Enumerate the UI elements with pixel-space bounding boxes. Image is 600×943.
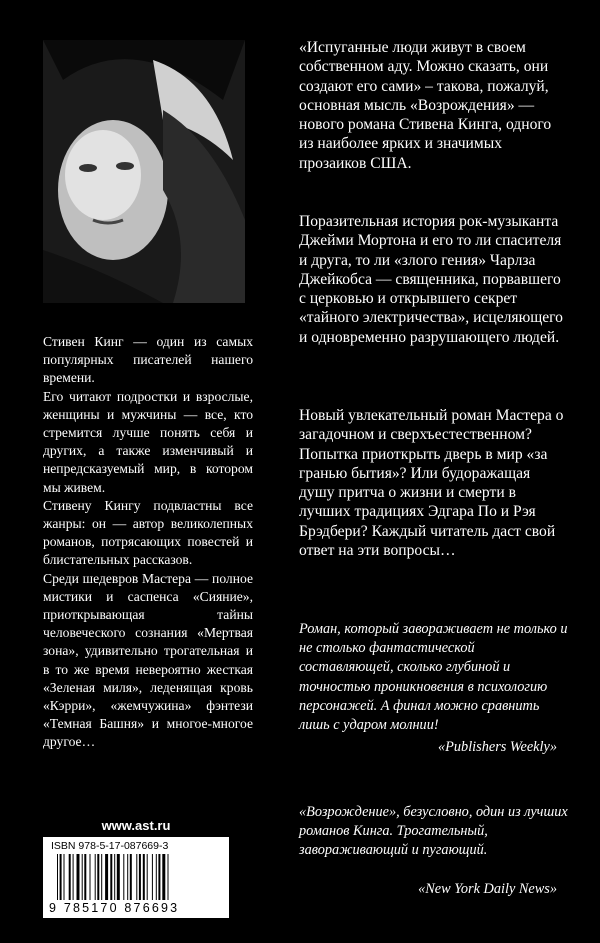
author-bio — [43, 333, 253, 752]
barcode-digits: 9 785170 876693 — [49, 901, 180, 915]
review-quote: «Возрождение», безусловно, один из лучших романов Кинга. Трогательный, завораживающий и пугающий. — [299, 804, 568, 859]
barcode-panel — [43, 815, 229, 918]
publisher-site: www.ast.ru — [43, 815, 229, 837]
bio-paragraph: Стивену Кингу подвластны все жанры: он — автор великолепных романов, потрясающих повестей и блистательных рассказов. — [43, 497, 253, 568]
barcode-bar — [60, 854, 62, 900]
barcode-bar — [117, 854, 120, 900]
barcode-bar — [158, 854, 160, 900]
barcode-bar — [130, 854, 132, 900]
description-paragraph: Поразительная история рок-музыканта Джейми Мортона и его то ли спасителя и друга, то ли «злого гения» Чарлза Джейкобса — священника, порвавшего с церковью и открывшего секрет «тайного электричества», исцеляющего и одновременно разрушающего людей. — [299, 213, 563, 346]
author-photo — [43, 40, 245, 303]
barcode-bar — [114, 854, 115, 900]
barcode-bar — [69, 854, 71, 900]
barcode-bar — [84, 854, 86, 900]
barcode-bar — [57, 854, 58, 900]
barcode-bar — [110, 854, 112, 900]
review-source: «New York Daily News» — [418, 881, 557, 897]
barcode-bar — [143, 854, 145, 900]
barcode-bar — [97, 854, 99, 900]
barcode-bar — [147, 854, 148, 900]
barcode-bar — [64, 854, 65, 900]
review-source: «Publishers Weekly» — [438, 739, 557, 755]
review-quote: Роман, который завораживает не только и не столько фантастической составляющей, сколько глубиной и точностью проникновения в психологию персонажей. А финал можно сравнить лишь с ударом молнии! — [299, 621, 568, 734]
bio-paragraph: Среди шедевров Мастера — полное мистики и саспенса «Сияние», приоткрывающая тайны человеческого сознания «Мертвая зона», удивительно трогательная и в то же время невероятно жесткая «Зеленая миля», леденящая кровь «Кэрри», «жемчужина» фэнтези «Темная Башня» и многое-многое другое… — [43, 570, 253, 750]
barcode-bar — [139, 854, 141, 900]
barcode-bar — [101, 854, 102, 900]
bio-paragraph: Стивен Кинг — один из самых популярных писателей нашего времени. — [43, 334, 253, 386]
barcode-bar — [156, 854, 157, 900]
isbn-number: ISBN 978-5-17-087669-3 — [51, 840, 169, 852]
barcode-bar — [90, 854, 91, 900]
barcode-bar — [168, 854, 169, 900]
barcode-bar — [82, 854, 83, 900]
author-portrait-image — [43, 40, 245, 303]
barcode-bars — [57, 854, 217, 900]
barcode-bar — [73, 854, 74, 900]
barcode-bar — [95, 854, 96, 900]
barcode-bar — [105, 854, 108, 900]
bio-paragraph: Его читают подростки и взрослые, женщины и мужчины — все, кто стремится лучше понять себя и других, а также изменчивый и непредсказуемый мир, в котором мы живем. — [43, 388, 253, 495]
barcode-bar — [123, 854, 124, 900]
description-paragraph: Новый увлекательный роман Мастера о загадочном и сверхъестественном? Попытка приоткрыть дверь в мир «за гранью бытия»? Или будоражащая душу притча о жизни и смерти в лучших традициях Эдгара По и Рэя Брэдбери? Каждый читатель даст свой ответ на эти вопросы… — [299, 407, 564, 560]
barcode-bar — [152, 854, 153, 900]
barcode-bar — [162, 854, 165, 900]
barcode-bar — [136, 854, 137, 900]
barcode-bar — [77, 854, 80, 900]
description-paragraph: «Испуганные люди живут в своем собственном аду. Можно сказать, они создают его сами» – такова, пожалуй, основная мысль «Возрождения» — нового романа Стивена Кинга, одного из наиболее ярких и значимых прозаиков США. — [299, 39, 552, 172]
barcode-bar — [127, 854, 128, 900]
